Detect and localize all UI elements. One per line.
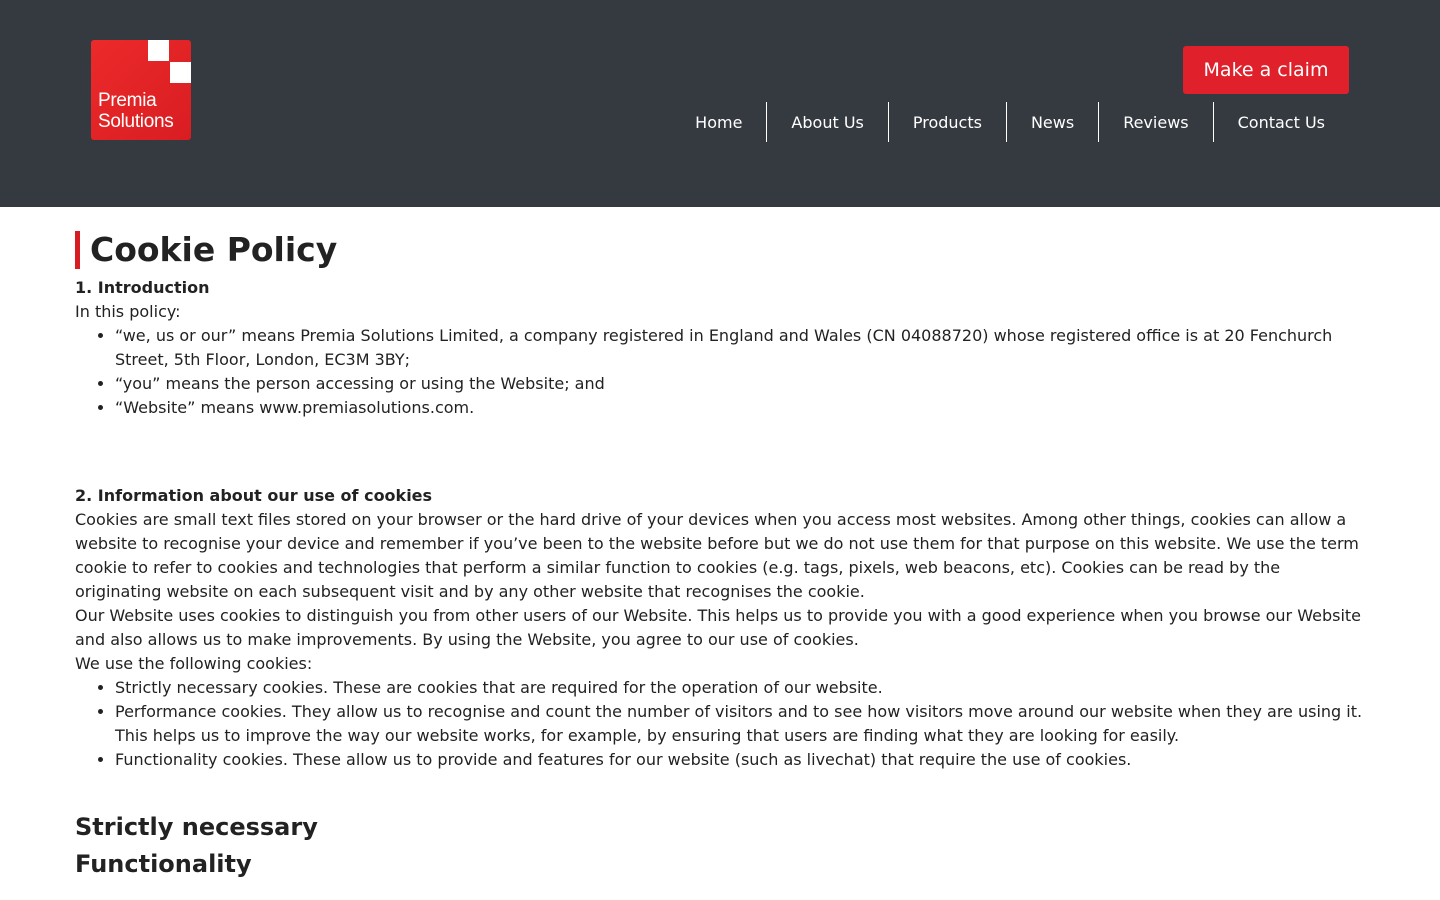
subheading-strictly-necessary: Strictly necessary (75, 813, 318, 841)
cookie-types-list (75, 676, 1365, 772)
section-1-heading: 1. Introduction (75, 278, 210, 297)
nav-reviews[interactable]: Reviews (1098, 102, 1212, 142)
nav-products[interactable]: Products (888, 102, 1006, 142)
section-1-intro: In this policy: (75, 302, 181, 321)
logo-square-top (148, 40, 169, 61)
logo-text (98, 90, 173, 132)
section-2-heading: 2. Information about our use of cookies (75, 486, 433, 505)
logo-line-1: Premia (98, 90, 157, 111)
list-item: • Functionality cookies. These allow us to provide and features for our website (such as livechat) that require the use of cookies. (115, 748, 1365, 772)
site-header (0, 0, 1440, 207)
premia-logo[interactable] (91, 40, 191, 140)
nav-home[interactable]: Home (695, 112, 743, 132)
nav-about-us[interactable]: About Us (766, 102, 887, 142)
list-item: • “Website” means www.premiasolutions.com. (115, 396, 1365, 420)
list-item: • “we, us or our” means Premia Solutions Limited, a company registered in England and Wales (CN 04088720) whose registered office is at 20 Fenchurch Street, 5th Floor, London, EC3M 3BY; (115, 324, 1365, 372)
list-item: • “you” means the person accessing or using the Website; and (115, 372, 1365, 396)
subheading-functionality: Functionality (75, 850, 252, 878)
main-nav (671, 102, 1349, 142)
make-a-claim-button[interactable]: Make a claim (1183, 46, 1349, 94)
section-2-paragraph-2: Our Website uses cookies to distinguish you from other users of our Website. This helps us to provide you with a good experience when you browse our Website and also allows us to make improvements. By using the Website, you agree to our use of cookies. (75, 606, 1361, 649)
section-2-paragraph-3: We use the following cookies: (75, 654, 313, 673)
section-2-paragraph-1: Cookies are small text files stored on your browser or the hard drive of your devices when you access most websites. Among other things, cookies can allow a website to recognise your device and remember if you’ve been to the website before but we do not use them for that purpose on this website. We use the term cookie to refer to cookies and technologies that perform a similar function to cookies (e.g. tags, pixels, web beacons, etc). Cookies can be read by the originating website on each subsequent visit and by any other website that recognises the cookie. (75, 510, 1359, 601)
nav-news[interactable]: News (1006, 102, 1098, 142)
logo-line-2: Solutions (98, 111, 174, 132)
definitions-list (75, 324, 1365, 420)
page-title: Cookie Policy (75, 231, 1365, 269)
logo-square-bottom (170, 62, 191, 83)
list-item: • Strictly necessary cookies. These are cookies that are required for the operation of our website. (115, 676, 1365, 700)
main-content (75, 231, 1365, 883)
list-item: • Performance cookies. They allow us to recognise and count the number of visitors and to see how visitors move around our website when they are using it. This helps us to improve the way our website works, for example, by ensuring that users are finding what they are looking for easily. (115, 700, 1365, 748)
section-spacer (75, 420, 1365, 484)
nav-contact-us[interactable]: Contact Us (1213, 102, 1349, 142)
